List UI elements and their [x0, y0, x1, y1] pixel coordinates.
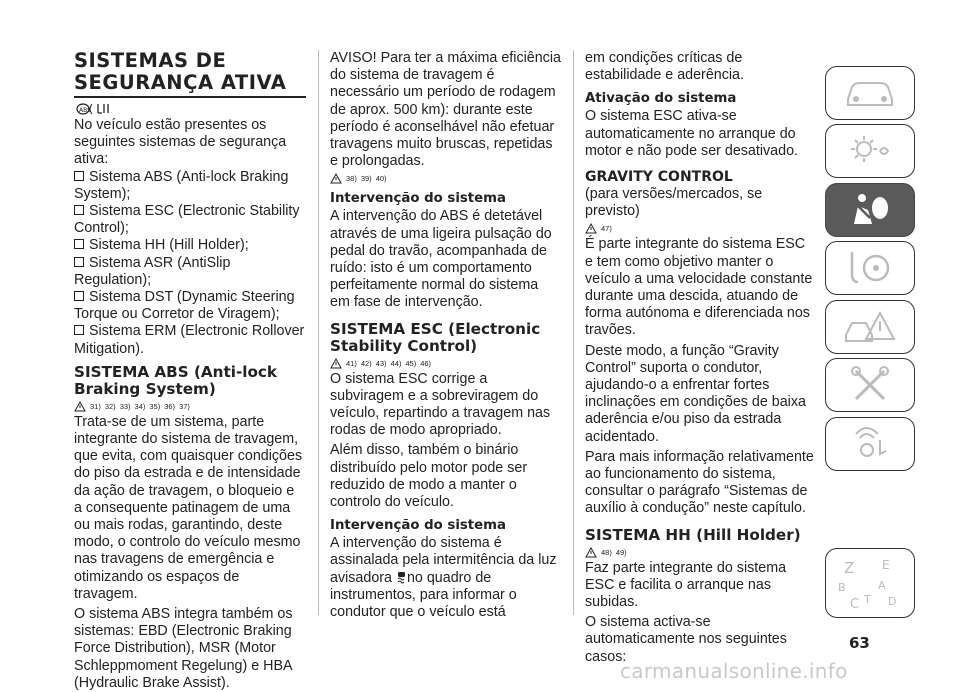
- svg-text:Z: Z: [844, 559, 855, 577]
- bullet-box-icon: [74, 325, 84, 335]
- gravity-paragraph-1: É parte integrante do sistema ESC e tem como objetivo manter o veículo a uma velocidade constante durante uma descida, atuando de forma autónoma e diferenciada nos travões.: [585, 236, 813, 339]
- column-1: [74, 50, 306, 692]
- list-item: Sistema ERM (Electronic Rollover Mitigation).: [74, 323, 305, 357]
- rodagem-paragraph: AVISO! Para ter a máxima eficiência do sistema de travagem é necessário um período de rodagem de aprox. 500 km): durante este período é aconselhável não efetuar travagens muito bruscas, repetidas e prolongadas.: [330, 50, 561, 170]
- multimedia-icon: [842, 424, 898, 464]
- list-item: Sistema HH (Hill Holder);: [74, 237, 306, 254]
- gravity-paragraph-3: Para mais informação relativamente ao funcionamento do sistema, consultar o parágrafo “Sistemas de auxílio à condução” neste capítulo.: [585, 448, 814, 517]
- tab-car[interactable]: [825, 66, 915, 120]
- list-item: Sistema ASR (AntiSlip Regulation);: [74, 254, 231, 288]
- tab-key-steering[interactable]: [825, 241, 915, 295]
- abs-intervention-heading: Intervenção do sistema: [330, 191, 506, 207]
- hh-warning-refs: 48) 49): [585, 547, 817, 558]
- bullet-box-icon: [74, 257, 84, 267]
- tab-multimedia[interactable]: [825, 417, 915, 471]
- column-2: [330, 50, 562, 621]
- warning-triangle-icon: [330, 173, 342, 184]
- tab-service-tools[interactable]: [825, 358, 915, 412]
- page-number: 63: [849, 634, 870, 652]
- gravity-control-heading: GRAVITY CONTROL: [585, 169, 733, 186]
- intro-text: No veículo estão presentes os seguintes sistemas de segurança ativa:: [74, 117, 287, 168]
- list-item: Sistema ESC (Electronic Stability Control);: [74, 203, 300, 237]
- warning-triangle-icon: [330, 358, 342, 369]
- hh-paragraph-2: O sistema activa-se automaticamente nos seguintes casos:: [585, 614, 787, 665]
- warning-triangle-icon: [585, 547, 597, 558]
- bullet-box-icon: [74, 291, 84, 301]
- svg-text:B: B: [838, 581, 846, 594]
- abs-warning-refs: 31) 32) 33) 34) 35) 36) 37): [74, 401, 306, 412]
- column-divider: [318, 50, 319, 615]
- svg-text:D: D: [888, 595, 897, 608]
- svg-text:A: A: [878, 579, 886, 592]
- tab-warning-road[interactable]: [825, 300, 915, 354]
- abs-heading: SISTEMA ABS (Anti-lock Braking System): [74, 362, 277, 398]
- gravity-control-subtitle: (para versões/mercados, se previsto): [585, 186, 763, 220]
- warning-triangle-icon: [585, 223, 597, 234]
- svg-text:ABS: ABS: [79, 107, 91, 114]
- index-letters-icon: [830, 553, 910, 613]
- section-title-line1: SISTEMAS DE: [74, 49, 227, 72]
- esc-warning-refs: 41) 42) 43) 44) 45) 46): [330, 358, 562, 369]
- service-tools-icon: [842, 365, 898, 405]
- activation-paragraph: O sistema ESC ativa-se automaticamente no arranque do motor e não pode ser desativado.: [585, 108, 799, 159]
- tab-index[interactable]: [825, 548, 915, 618]
- svg-text:E: E: [882, 558, 890, 572]
- hill-holder-heading: SISTEMA HH (Hill Holder): [585, 525, 801, 544]
- esc-intervention-paragraph: A intervenção do sistema é assinalada pela intermitência da luz avisadora no quadro de instrumentos, para informar o condutor que o veículo está: [330, 535, 557, 621]
- gravity-paragraph-2: Deste modo, a função “Gravity Control” suporta o condutor, ajudando-o a enfrentar fortes inclinações em condições de baixa aderência e/ou piso da estrada acidentado.: [585, 342, 806, 445]
- esc-intervention-heading: Intervenção do sistema: [330, 518, 506, 534]
- column-divider: [573, 50, 574, 615]
- activation-heading: Ativação do sistema: [585, 91, 737, 107]
- esc-heading: SISTEMA ESC (Electronic Stability Control): [330, 319, 541, 355]
- tab-safety[interactable]: [825, 183, 915, 237]
- warning-triangle-icon: [74, 401, 86, 412]
- column-3: [585, 50, 817, 666]
- bullet-list: [74, 169, 306, 358]
- dashboard-lights-icon: [842, 133, 898, 169]
- gravity-warning-refs: 47): [585, 223, 817, 234]
- abs-intervention-paragraph: A intervenção do ABS é detetável através de uma ligeira pulsação do pedal do travão, acompanhada de ruído: isto é um comportamento perfeitamente normal do sistema em fase de intervenção.: [330, 208, 552, 311]
- tab-dashboard-lights[interactable]: [825, 124, 915, 178]
- svg-text:C: C: [850, 597, 860, 612]
- esc-paragraph-1: O sistema ESC corrige a subviragem e a sobreviragem do veículo, repartindo a travagem nas rodas de modo apropriado.: [330, 370, 551, 439]
- abs-warning-light-icon: [74, 101, 306, 115]
- esc-skid-warning-icon: [396, 571, 407, 584]
- bullet-box-icon: [74, 171, 84, 181]
- title-underline: [74, 96, 306, 98]
- key-steering-icon: [842, 248, 898, 288]
- safety-airbag-icon: [842, 190, 898, 230]
- esc-paragraph-2: Além disso, também o binário distribuído pelo motor pode ser reduzido de modo a manter o controlo do veículo.: [330, 442, 528, 511]
- section-title-line2: SEGURANÇA ATIVA: [74, 71, 287, 94]
- rodagem-warning-refs: 38) 39) 40): [330, 173, 562, 184]
- bullet-box-icon: [74, 205, 84, 215]
- list-item: Sistema DST (Dynamic Steering Torque ou Corretor de Viragem);: [74, 289, 295, 323]
- hh-paragraph-1: Faz parte integrante do sistema ESC e facilita o arranque nas subidas.: [585, 559, 787, 611]
- abs-paragraph-2: O sistema ABS integra também os sistemas: EBD (Electronic Braking Force Distribution), MSR (Motor Schleppmoment Regelung) e HBA (Hydraulic Brake Assist).: [74, 606, 293, 691]
- abs-paragraph-1: Trata-se de um sistema, parte integrante do sistema de travagem, que evita, com quaisquer condições do piso da estrada e de intensidade da ação de travagem, o bloqueio e a consequente patinagem de uma ou mais rodas, garantindo, deste modo, o controlo do veículo mesmo nas travagens de emergência e otimizando os espaços de travagem.: [74, 413, 303, 602]
- svg-text:T: T: [864, 593, 871, 606]
- warning-road-icon: [842, 307, 898, 347]
- watermark: carmanualsonline.info: [620, 659, 848, 683]
- bullet-box-icon: [74, 239, 84, 249]
- esc-critical-paragraph: em condições críticas de estabilidade e aderência.: [585, 50, 744, 84]
- list-item: Sistema ABS (Anti-lock Braking System);: [74, 168, 289, 202]
- car-icon: [842, 75, 898, 111]
